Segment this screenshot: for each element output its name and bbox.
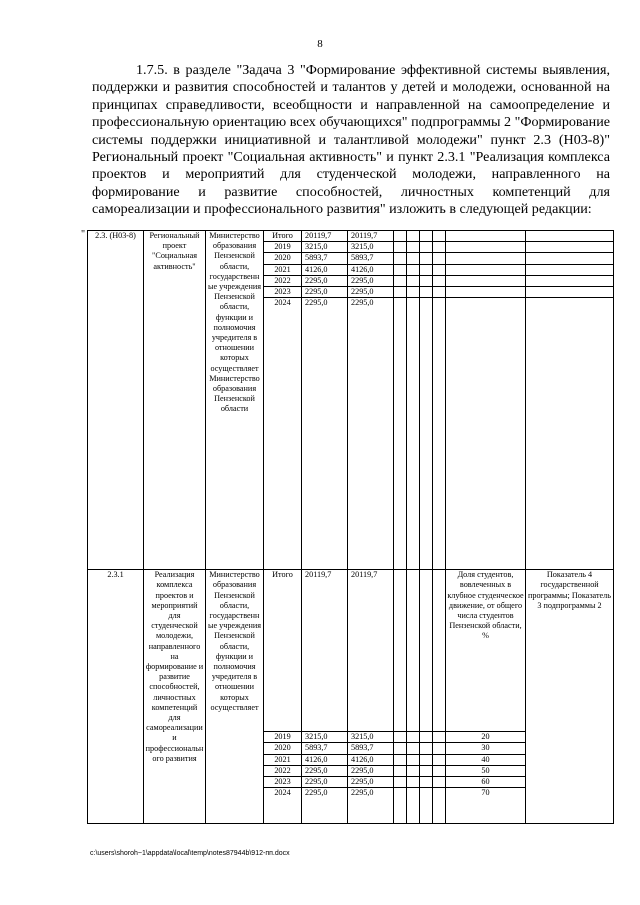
link-cell: Показатель 4 государственной программы; Показатель 3 подпрограммы 2 (526, 570, 614, 824)
empty-cell (433, 570, 446, 732)
empty-cell (446, 264, 526, 275)
total-cell: 2295,0 (302, 275, 348, 286)
regional-cell: 4126,0 (348, 754, 394, 765)
row-executor: Министерство образования Пензенской области, государственные учреждения Пензенской области, функции и полномочия учредителя в отношении которых осуществляет Министерство образования Пензенской области (206, 231, 264, 570)
empty-cell (407, 287, 420, 298)
total-cell: 2295,0 (302, 298, 348, 570)
table-row (88, 231, 614, 242)
total-cell: 4126,0 (302, 264, 348, 275)
empty-cell (394, 765, 407, 776)
year-cell: 2022 (264, 275, 302, 286)
empty-cell (420, 765, 433, 776)
total-cell: 20119,7 (302, 570, 348, 732)
regional-cell: 3215,0 (348, 242, 394, 253)
empty-cell (526, 242, 614, 253)
empty-cell (446, 231, 526, 242)
year-cell: 2024 (264, 298, 302, 570)
regional-cell: 20119,7 (348, 570, 394, 732)
target-cell: 20 (446, 732, 526, 743)
total-cell: 3215,0 (302, 242, 348, 253)
year-cell: 2020 (264, 253, 302, 264)
empty-cell (394, 264, 407, 275)
year-cell: 2020 (264, 743, 302, 754)
empty-cell (420, 754, 433, 765)
row-name: Реализация комплекса проектов и мероприятий для студенческой молодежи, направленного на формирование и развитие способностей, личностных компетенций для самореализации и профессионального развития (144, 570, 206, 824)
empty-cell (526, 253, 614, 264)
total-cell: 2295,0 (302, 765, 348, 776)
total-cell: 3215,0 (302, 732, 348, 743)
regional-cell: 5893,7 (348, 253, 394, 264)
empty-cell (394, 275, 407, 286)
year-cell: 2021 (264, 264, 302, 275)
year-cell: Итого (264, 231, 302, 242)
year-cell: 2021 (264, 754, 302, 765)
empty-cell (526, 298, 614, 570)
total-cell: 2295,0 (302, 788, 348, 824)
total-cell: 4126,0 (302, 754, 348, 765)
year-cell: 2024 (264, 788, 302, 824)
empty-cell (433, 788, 446, 824)
empty-cell (394, 253, 407, 264)
target-cell: 60 (446, 777, 526, 788)
regional-cell: 3215,0 (348, 732, 394, 743)
empty-cell (433, 298, 446, 570)
regional-cell: 2295,0 (348, 788, 394, 824)
total-cell: 20119,7 (302, 231, 348, 242)
empty-cell (394, 570, 407, 732)
empty-cell (407, 242, 420, 253)
empty-cell (446, 242, 526, 253)
empty-cell (446, 287, 526, 298)
intro-text: 1.7.5. в разделе "Задача 3 "Формирование эффективной системы выявления, поддержки и развития способностей и талантов у детей и молодежи, основанной на принципах справедливости, всеобщности и направленной на самоопределение и профессиональную ориентацию всех обучающихся" подпрограммы 2 "Формирование системы поддержки инициативной и талантливой молодежи" пункт 2.3 (Н03-8)" Региональный проект "Социальная активность" и пункт 2.3.1 "Реализация комплекса проектов и мероприятий для студенческой молодежи, направленного на формирование и развитие способностей, личностных компетенций для самореализации и профессионального развития" изложить в следующей редакции: (92, 62, 610, 218)
empty-cell (407, 570, 420, 732)
file-path-footer: c:\users\shoroh~1\appdata\local\temp\notes87944b\912-пп.docx (90, 850, 290, 857)
regional-cell: 2295,0 (348, 287, 394, 298)
empty-cell (420, 264, 433, 275)
empty-cell (407, 765, 420, 776)
empty-cell (433, 754, 446, 765)
empty-cell (407, 253, 420, 264)
year-cell: 2019 (264, 242, 302, 253)
empty-cell (394, 788, 407, 824)
empty-cell (446, 253, 526, 264)
empty-cell (433, 231, 446, 242)
row-name: Региональный проект "Социальная активность" (144, 231, 206, 570)
year-cell: 2023 (264, 777, 302, 788)
year-cell: 2019 (264, 732, 302, 743)
empty-cell (407, 754, 420, 765)
empty-cell (433, 777, 446, 788)
empty-cell (407, 264, 420, 275)
row-number: 2.3. (Н03-8) (88, 231, 144, 570)
table-row (88, 570, 614, 732)
empty-cell (394, 231, 407, 242)
empty-cell (420, 253, 433, 264)
empty-cell (526, 264, 614, 275)
empty-cell (407, 298, 420, 570)
regional-cell: 5893,7 (348, 743, 394, 754)
empty-cell (420, 298, 433, 570)
empty-cell (433, 732, 446, 743)
opening-quote: " (81, 229, 86, 240)
empty-cell (433, 765, 446, 776)
empty-cell (433, 287, 446, 298)
empty-cell (446, 275, 526, 286)
year-cell: 2023 (264, 287, 302, 298)
regional-cell: 4126,0 (348, 264, 394, 275)
empty-cell (407, 275, 420, 286)
target-cell: 40 (446, 754, 526, 765)
empty-cell (446, 298, 526, 570)
empty-cell (420, 287, 433, 298)
row-number: 2.3.1 (88, 570, 144, 824)
empty-cell (420, 743, 433, 754)
empty-cell (407, 231, 420, 242)
empty-cell (433, 275, 446, 286)
empty-cell (394, 754, 407, 765)
total-cell: 5893,7 (302, 253, 348, 264)
page-number: 8 (317, 38, 323, 50)
empty-cell (407, 743, 420, 754)
total-cell: 5893,7 (302, 743, 348, 754)
empty-cell (420, 570, 433, 732)
empty-cell (420, 777, 433, 788)
empty-cell (407, 788, 420, 824)
empty-cell (394, 298, 407, 570)
year-cell: 2022 (264, 765, 302, 776)
empty-cell (433, 242, 446, 253)
empty-cell (433, 743, 446, 754)
empty-cell (394, 287, 407, 298)
empty-cell (420, 242, 433, 253)
target-cell: 30 (446, 743, 526, 754)
empty-cell (394, 242, 407, 253)
total-cell: 2295,0 (302, 287, 348, 298)
empty-cell (394, 732, 407, 743)
empty-cell (420, 732, 433, 743)
regional-cell: 20119,7 (348, 231, 394, 242)
empty-cell (420, 275, 433, 286)
empty-cell (394, 743, 407, 754)
program-table (87, 230, 614, 824)
row-executor: Министерство образования Пензенской области, государственные учреждения Пензенской области, функции и полномочия учредителя в отношении которых осуществляет (206, 570, 264, 824)
empty-cell (394, 777, 407, 788)
empty-cell (433, 264, 446, 275)
target-cell: 70 (446, 788, 526, 824)
regional-cell: 2295,0 (348, 275, 394, 286)
empty-cell (407, 777, 420, 788)
indicator-cell: Доля студентов, вовлеченных в клубное студенческое движение, от общего числа студентов Пензенской области, % (446, 570, 526, 732)
year-cell: Итого (264, 570, 302, 732)
intro-paragraph (92, 62, 610, 219)
empty-cell (526, 287, 614, 298)
empty-cell (433, 253, 446, 264)
regional-cell: 2295,0 (348, 298, 394, 570)
empty-cell (526, 275, 614, 286)
empty-cell (526, 231, 614, 242)
regional-cell: 2295,0 (348, 765, 394, 776)
total-cell: 2295,0 (302, 777, 348, 788)
empty-cell (407, 732, 420, 743)
empty-cell (420, 231, 433, 242)
target-cell: 50 (446, 765, 526, 776)
regional-cell: 2295,0 (348, 777, 394, 788)
empty-cell (420, 788, 433, 824)
